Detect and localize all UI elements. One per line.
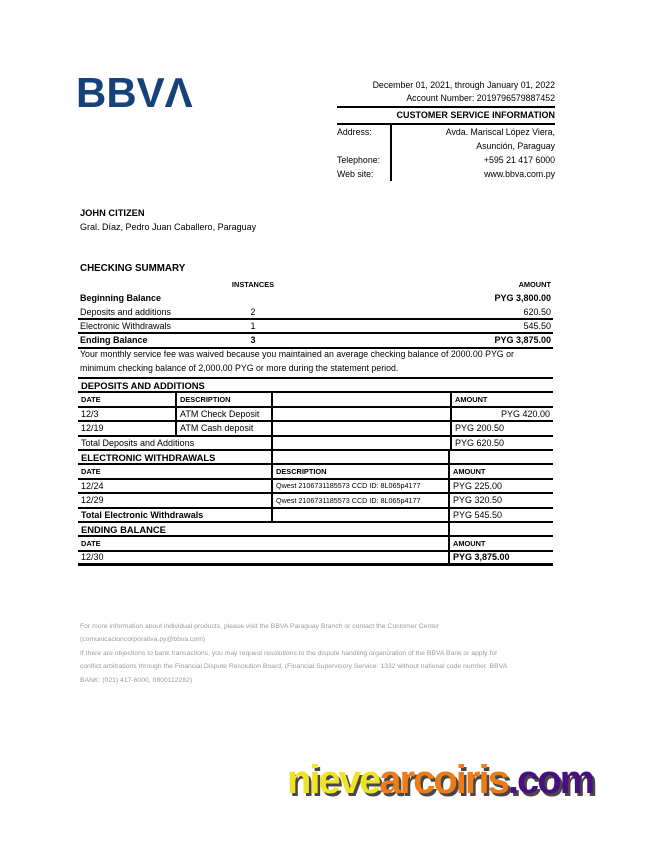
spacer-column bbox=[271, 451, 448, 463]
address-label: Address: bbox=[337, 127, 372, 137]
description-column-header: DESCRIPTION bbox=[271, 465, 448, 477]
description-column-header: DESCRIPTION bbox=[175, 393, 271, 405]
row-instances: 1 bbox=[250, 320, 256, 331]
website-label: Web site: bbox=[337, 169, 374, 179]
row-label: Deposits and additions bbox=[80, 306, 172, 317]
checking-summary-table bbox=[78, 278, 553, 349]
customer-service-title: CUSTOMER SERVICE INFORMATION bbox=[396, 110, 555, 120]
table-row bbox=[78, 334, 553, 348]
row-amount: PYG 3,875.00 bbox=[448, 552, 553, 563]
transactions-block bbox=[78, 377, 553, 566]
statement-period: December 01, 2021, through January 01, 2022 bbox=[372, 80, 555, 90]
checking-summary-title: CHECKING SUMMARY bbox=[80, 263, 186, 274]
ending-balance-header-row bbox=[78, 537, 553, 551]
row-date: 12/24 bbox=[81, 480, 104, 491]
date-column-header: DATE bbox=[81, 395, 101, 405]
service-fee-note bbox=[80, 348, 558, 375]
row-instances: 2 bbox=[250, 306, 256, 317]
amount-column-header: AMOUNT bbox=[448, 465, 553, 477]
address-value-line2: Asunción, Paraguay bbox=[476, 141, 555, 151]
amount-column-header: AMOUNT bbox=[448, 537, 553, 549]
table-row bbox=[78, 422, 553, 436]
row-description: ATM Cash deposit bbox=[175, 422, 271, 434]
ending-balance-section-title: ENDING BALANCE bbox=[81, 523, 166, 535]
spacer-column bbox=[448, 523, 553, 535]
footer-line: BANK: (021) 417-6000, 0800112282) bbox=[80, 676, 193, 684]
website-value: www.bbva.com.py bbox=[484, 169, 555, 179]
account-number-line: Account Number: 2019796579887452 bbox=[406, 93, 555, 103]
spacer bbox=[337, 139, 390, 153]
footer-disclaimer bbox=[80, 620, 560, 687]
deposits-header-row bbox=[78, 393, 553, 407]
spacer-column bbox=[271, 509, 448, 521]
customer-address: Gral. Díaz, Pedro Juan Caballero, Paraguay bbox=[80, 222, 257, 232]
table-row bbox=[78, 291, 553, 305]
row-description: ATM Check Deposit bbox=[175, 408, 271, 420]
statement-header bbox=[337, 79, 555, 181]
date-column-header: DATE bbox=[81, 467, 101, 477]
footer-line: For more information about individual products, please visit the BBVA Paraguay Branch or contact the Customer Center bbox=[80, 623, 440, 630]
total-amount: PYG 545.50 bbox=[448, 509, 553, 521]
row-amount: PYG 3,875.00 bbox=[494, 335, 551, 346]
customer-service-values bbox=[390, 125, 555, 181]
watermark-part-com: .com bbox=[507, 758, 594, 802]
row-amount: PYG 200.50 bbox=[450, 422, 553, 434]
row-instances: 3 bbox=[250, 335, 256, 346]
row-label: Ending Balance bbox=[80, 335, 148, 346]
row-amount: 545.50 bbox=[523, 320, 551, 331]
withdrawals-section-title: ELECTRONIC WITHDRAWALS bbox=[81, 451, 216, 463]
total-label: Total Deposits and Additions bbox=[81, 437, 195, 448]
customer-service-info bbox=[337, 125, 555, 181]
spacer-column bbox=[271, 422, 450, 434]
footer-line: conflict arbitrations through the Financial Dispute Resolution Board. (Financial Supervisory Service: 1332 without national code number. BBVA bbox=[80, 663, 508, 671]
row-amount: PYG 420.00 bbox=[450, 408, 553, 420]
row-description: Qwest 2106731185573 CCD ID: 8L065p4177 bbox=[271, 494, 448, 506]
deposits-section-title: DEPOSITS AND ADDITIONS bbox=[81, 379, 205, 391]
table-row bbox=[78, 480, 553, 494]
footer-line: If there are objections to bank transactions, you may request resolutions to the dispute handling organization of the BBVA Bank or apply for bbox=[80, 649, 498, 657]
ending-balance-section-title-row bbox=[78, 523, 553, 537]
date-column-header: DATE bbox=[81, 538, 101, 548]
address-value-line1: Avda. Mariscal López Viera, bbox=[445, 127, 555, 137]
note-line: minimum checking balance of 2,000.00 PYG or more during the statement period. bbox=[80, 362, 399, 373]
customer-service-labels bbox=[337, 125, 390, 181]
total-label: Total Electronic Withdrawals bbox=[81, 509, 204, 520]
watermark-part-arcoiris: arcoiris bbox=[379, 758, 508, 802]
deposits-total-row bbox=[78, 437, 553, 451]
bbva-logo: BBVΛ bbox=[76, 69, 193, 116]
withdrawals-header-row bbox=[78, 465, 553, 479]
watermark-part-nieve: nieve bbox=[287, 758, 380, 802]
spacer-column bbox=[448, 451, 553, 463]
table-row bbox=[78, 320, 553, 334]
note-line: Your monthly service fee was waived because you maintained an average checking balance of 2000.00 PYG or bbox=[80, 349, 514, 359]
table-row bbox=[78, 305, 553, 319]
spacer-column bbox=[271, 393, 450, 405]
checking-summary-header-row bbox=[78, 278, 553, 291]
footer-line: (comunicacioncorporativa.py@bbva.com) bbox=[80, 636, 206, 644]
table-row bbox=[78, 552, 553, 566]
instances-column-header: INSTANCES bbox=[231, 280, 275, 289]
deposits-section-title-row bbox=[78, 379, 553, 393]
table-row bbox=[78, 494, 553, 508]
telephone-value: +595 21 417 6000 bbox=[483, 155, 555, 165]
amount-column-header: AMOUNT bbox=[450, 393, 553, 405]
row-date: 12/3 bbox=[81, 408, 99, 419]
addressee-block bbox=[80, 206, 256, 234]
row-amount: PYG 320.50 bbox=[448, 494, 553, 506]
spacer-column bbox=[271, 408, 450, 420]
withdrawals-total-row bbox=[78, 509, 553, 523]
row-description: Qwest 2106731185573 CCD ID: 8L065p4177 bbox=[271, 480, 448, 492]
withdrawals-section-title-row bbox=[78, 451, 553, 465]
row-label: Beginning Balance bbox=[80, 293, 162, 304]
table-row bbox=[78, 408, 553, 422]
amount-column-header: AMOUNT bbox=[518, 280, 551, 289]
row-label: Electronic Withdrawals bbox=[80, 320, 172, 331]
row-amount: 620.50 bbox=[523, 306, 551, 317]
customer-name: JOHN CITIZEN bbox=[80, 208, 145, 218]
row-date: 12/30 bbox=[81, 552, 104, 563]
row-date: 12/19 bbox=[81, 423, 104, 434]
row-amount: PYG 3,800.00 bbox=[494, 293, 551, 304]
row-amount: PYG 225.00 bbox=[448, 480, 553, 492]
spacer-column bbox=[271, 437, 450, 449]
row-date: 12/29 bbox=[81, 495, 104, 506]
watermark-nievearcoiris bbox=[287, 756, 593, 804]
total-amount: PYG 620.50 bbox=[450, 437, 553, 449]
telephone-label: Telephone: bbox=[337, 155, 381, 165]
